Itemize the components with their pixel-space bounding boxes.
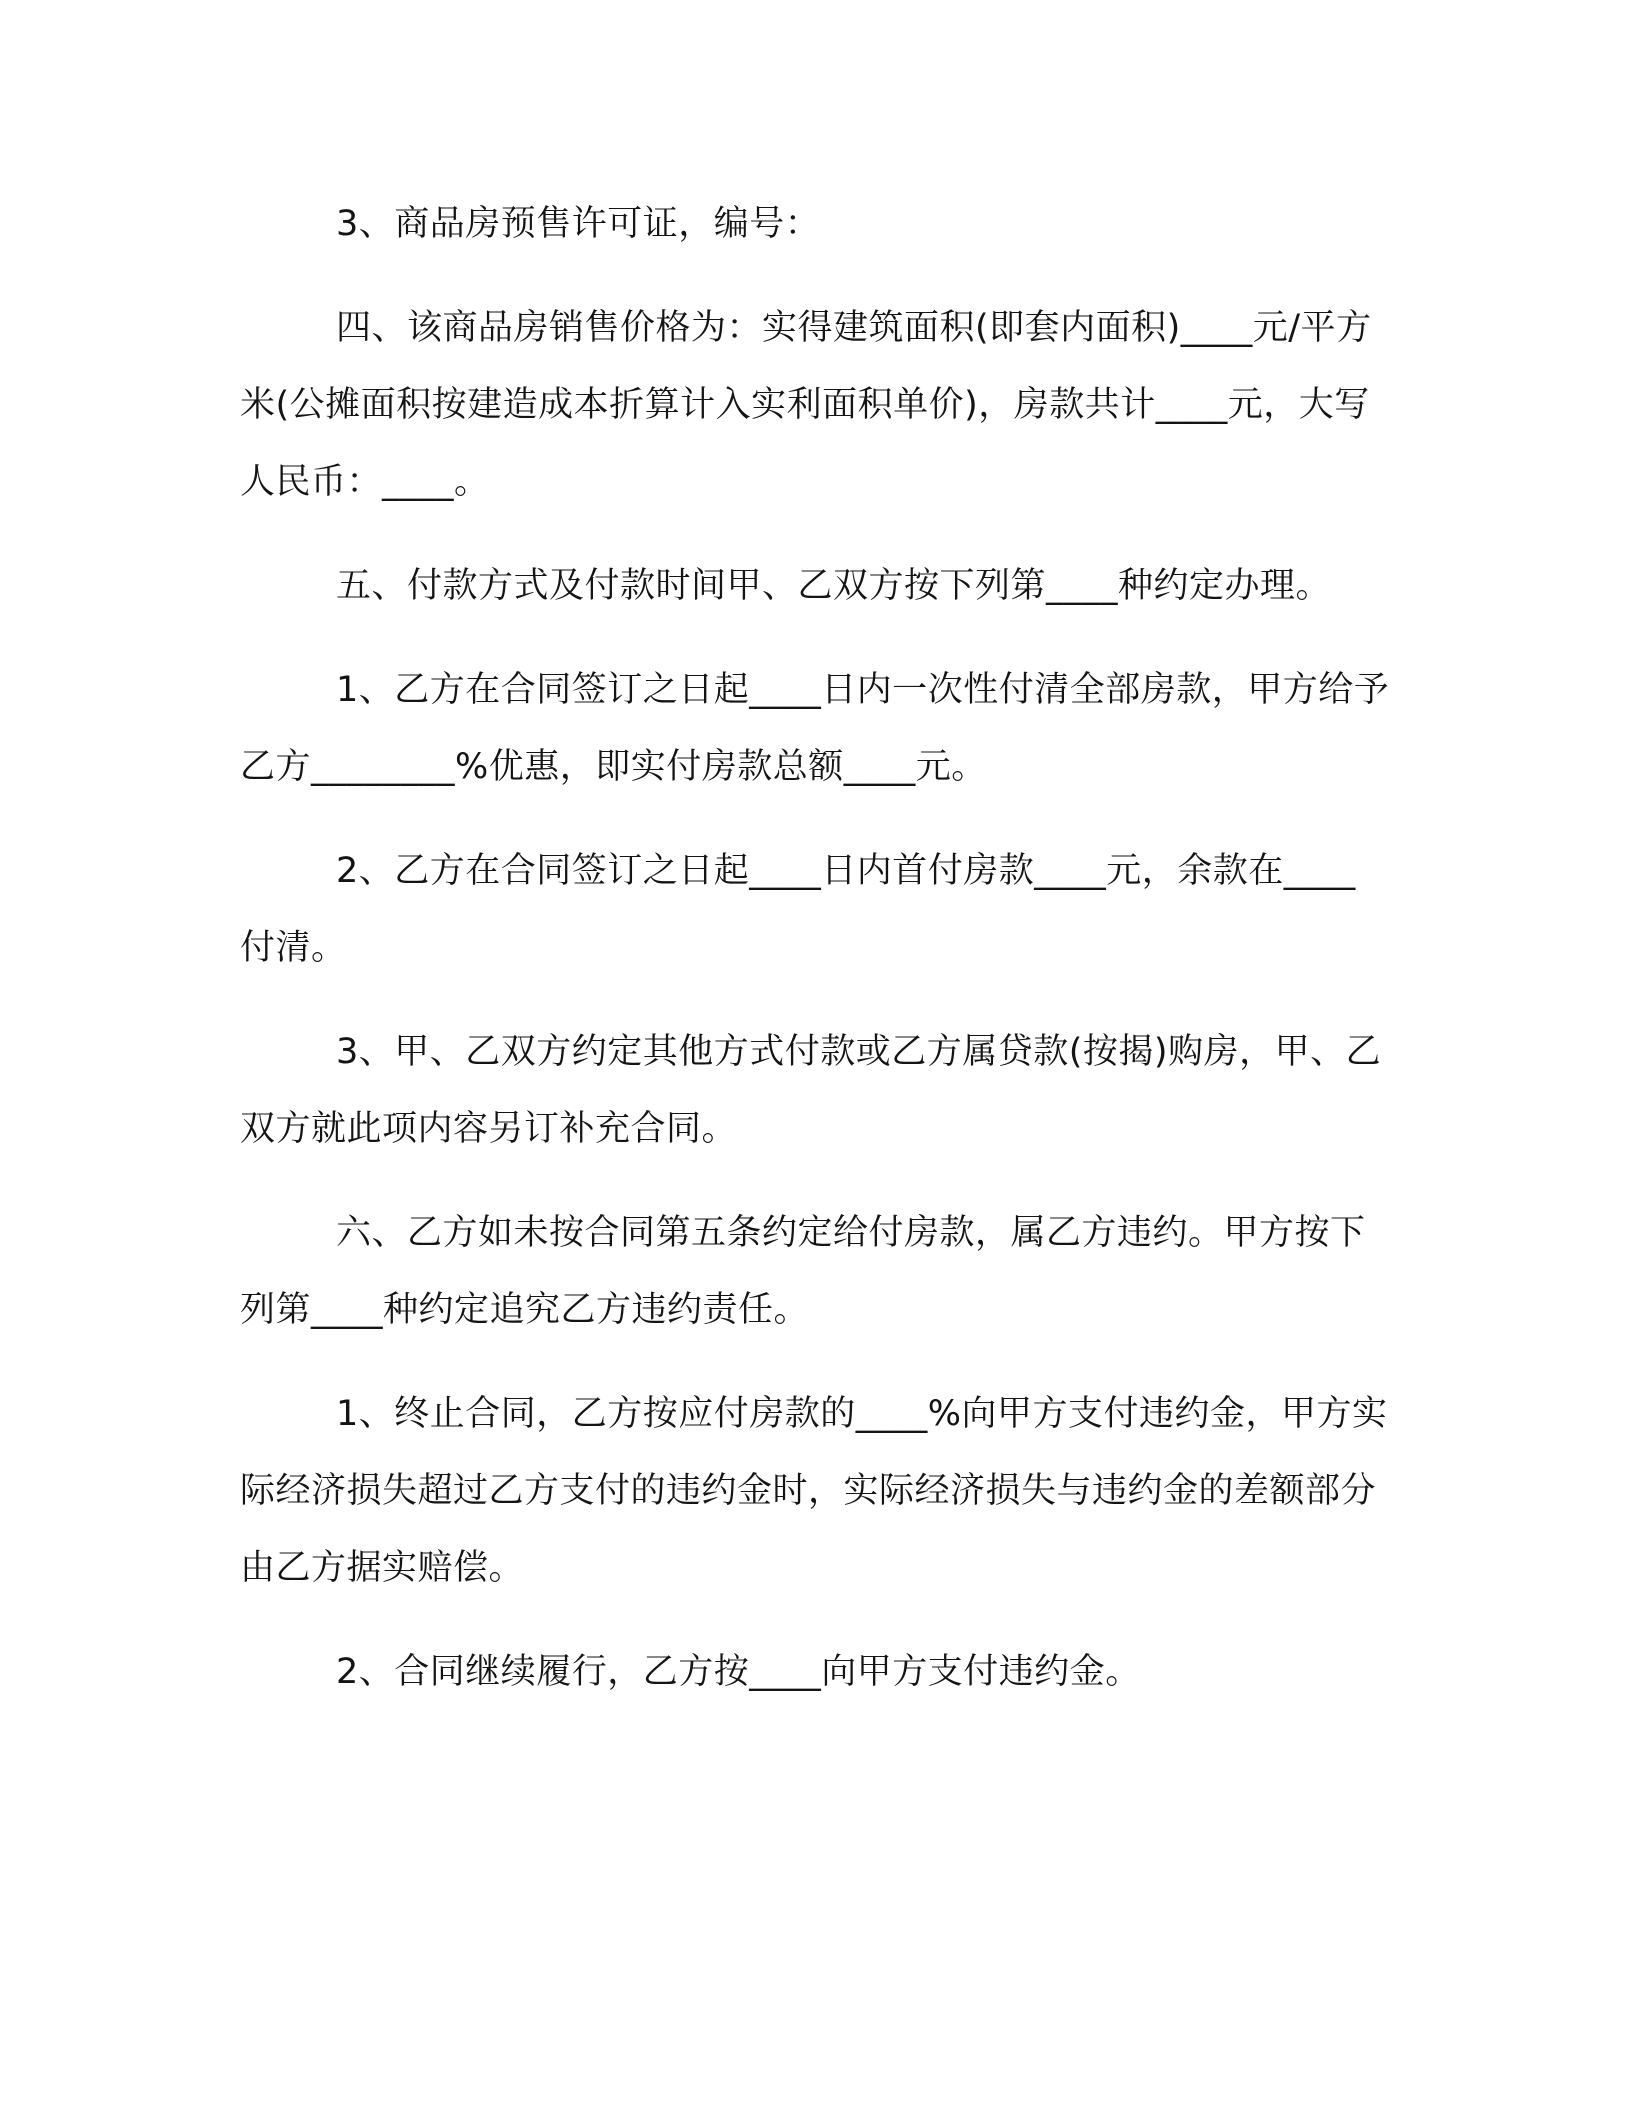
clause-presale-permit: 3、商品房预售许可证，编号： — [336, 204, 821, 244]
clause-5-payment-method: 五、付款方式及付款时间甲、乙双方按下列第____种约定办理。 — [336, 566, 1332, 606]
clause-6-breach: 六、乙方如未按合同第五条约定给付房款，属乙方违约。甲方按下列第____种约定追究乙方违约责任。 — [240, 1213, 1366, 1330]
clause-5-3-other-payment: 3、甲、乙双方约定其他方式付款或乙方属贷款(按揭)购房，甲、乙双方就此项内容另订补充合同。 — [240, 1032, 1382, 1149]
clause-4-price: 四、该商品房销售价格为：实得建筑面积(即套内面积)____元/平方米(公摊面积按建造成本折算计入实利面积单价)，房款共计____元，大写人民币：____。 — [240, 308, 1372, 502]
clause-5-2-down-payment: 2、乙方在合同签订之日起____日内首付房款____元，余款在____付清。 — [240, 851, 1356, 968]
clause-6-1-terminate: 1、终止合同，乙方按应付房款的____%向甲方支付违约金，甲方实际经济损失超过乙方支付的违约金时，实际经济损失与违约金的差额部分由乙方据实赔偿。 — [240, 1394, 1388, 1588]
clause-5-1-full-payment: 1、乙方在合同签订之日起____日内一次性付清全部房款，甲方给予乙方________%优惠，即实付房款总额____元。 — [240, 670, 1390, 787]
document-body — [240, 186, 1390, 1711]
clause-6-2-continue: 2、合同继续履行，乙方按____向甲方支付违约金。 — [336, 1652, 1141, 1692]
